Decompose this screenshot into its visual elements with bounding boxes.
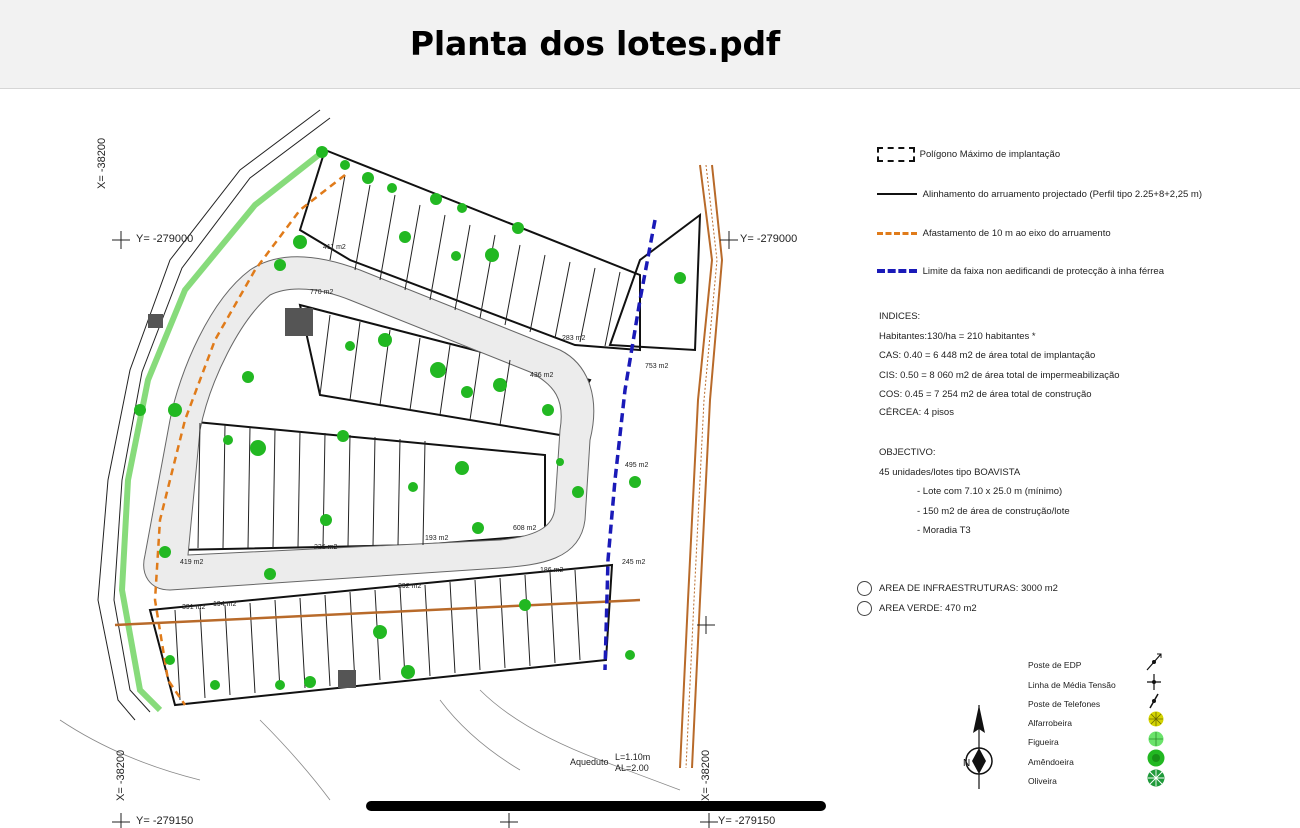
indices-heading: INDICES: <box>879 311 921 322</box>
symbol-almond: Amêndoeira <box>1028 757 1074 767</box>
infrastructure-area-icon <box>857 581 872 596</box>
railway-track <box>680 165 722 768</box>
symbol-fig: Figueira <box>1028 737 1059 747</box>
orange-dash-icon <box>877 232 917 235</box>
coord-x-bottom-right: X= -38200 <box>700 749 712 801</box>
green-area: AREA VERDE: 470 m2 <box>879 603 977 614</box>
coord-y-left: Y= -279000 <box>136 233 194 245</box>
access-road <box>98 110 330 720</box>
indices-line: CAS: 0.40 = 6 448 m2 de área total de implantação <box>879 350 1096 361</box>
trees <box>134 146 686 690</box>
document-title: Planta dos lotes.pdf <box>409 24 781 63</box>
symbol-olive: Oliveira <box>1028 776 1057 786</box>
lot-area-label: 411 m2 <box>323 244 346 251</box>
coord-y-bottom-left: Y= -279150 <box>136 815 194 827</box>
lot-area-label: 419 m2 <box>180 559 204 566</box>
coord-x-top: X= -38200 <box>96 137 108 189</box>
objective-heading: OBJECTIVO: <box>879 447 936 458</box>
legend-item-max-polygon <box>877 147 1060 162</box>
north-label: N <box>963 758 971 769</box>
olive-tree-icon <box>1146 768 1166 788</box>
coord-y-bottom-right: Y= -279150 <box>718 815 776 827</box>
lot-area-label: 391 m2 <box>182 604 206 611</box>
aqueduct-height: AL=2.00 <box>615 763 649 773</box>
almond-tree-icon <box>1146 748 1166 768</box>
phone-pole-icon <box>1147 692 1161 710</box>
solid-line-icon <box>877 193 917 195</box>
legend-label: Polígono Máximo de implantação <box>919 149 1061 161</box>
site-plan <box>0 89 850 828</box>
coord-x-bottom: X= -38200 <box>115 749 127 801</box>
aqueduct-length: L=1.10m <box>615 752 651 762</box>
green-area-icon <box>857 601 872 616</box>
lot-area-label: 292 m2 <box>398 583 422 590</box>
legend-label: Afastamento de 10 m ao eixo do arruamento <box>922 228 1111 239</box>
legend-item-setback <box>877 228 1111 239</box>
infrastructure-area: AREA DE INFRAESTRUTURAS: 3000 m2 <box>879 583 1058 594</box>
legend-item-rail-protection <box>877 266 1164 277</box>
symbol-edp-pole: Poste de EDP <box>1028 660 1082 670</box>
symbol-phone-pole: Poste de Telefones <box>1028 699 1101 709</box>
lot-area-label: 753 m2 <box>645 363 669 370</box>
lot-area-label: 186 m2 <box>540 567 564 574</box>
legend-label: Limite da faixa non aedificandi de protecção à inha férrea <box>922 266 1164 277</box>
lot-area-label: 495 m2 <box>625 462 649 469</box>
lot-area-label: 770 m2 <box>310 289 334 296</box>
pdf-canvas[interactable] <box>0 89 1300 828</box>
lot-area-label: 608 m2 <box>513 525 537 532</box>
medium-voltage-icon <box>1145 672 1163 692</box>
lot-area-label: 283 m2 <box>562 335 586 342</box>
dashed-box-icon <box>877 147 915 162</box>
coord-y-right: Y= -279000 <box>740 233 798 245</box>
title-bar <box>0 0 1300 89</box>
indices-line: CIS: 0.50 = 8 060 m2 de área total de impermeabilização <box>879 370 1120 381</box>
symbol-carob: Alfarrobeira <box>1028 718 1072 728</box>
aqueduct-label: Aqueduto <box>570 757 609 767</box>
north-arrow-icon <box>958 703 1000 791</box>
objective-bullet: - Lote com 7.10 x 25.0 m (mínimo) <box>917 486 1063 497</box>
fig-tree-icon <box>1147 730 1165 748</box>
blue-dash-icon <box>877 269 917 273</box>
objective-line: 45 unidades/lotes tipo BOAVISTA <box>879 467 1021 478</box>
indices-line: COS: 0.45 = 7 254 m2 de área total de construção <box>879 389 1092 400</box>
legend-item-road-alignment <box>877 189 1202 200</box>
objective-bullet: - Moradia T3 <box>917 525 971 536</box>
lot-lines <box>175 175 620 700</box>
lot-area-label: 193 m2 <box>425 535 449 542</box>
symbol-medium-voltage: Linha de Média Tensão <box>1028 680 1116 690</box>
carob-tree-icon <box>1147 710 1165 728</box>
indices-line: Habitantes:130/ha = 210 habitantes * <box>879 331 1036 342</box>
indices-line: CÉRCEA: 4 pisos <box>879 407 954 418</box>
lot-area-label: 236 m2 <box>314 544 338 551</box>
home-indicator[interactable] <box>366 801 826 811</box>
lot-area-label: 194 m2 <box>213 601 237 608</box>
lot-area-label: 436 m2 <box>530 372 554 379</box>
legend-label: Alinhamento do arruamento projectado (Perfil tipo 2.25+8+2,25 m) <box>922 189 1202 200</box>
objective-bullet: - 150 m2 de área de construção/lote <box>917 506 1070 517</box>
lot-area-label: 245 m2 <box>622 559 646 566</box>
edp-pole-icon <box>1145 652 1163 672</box>
